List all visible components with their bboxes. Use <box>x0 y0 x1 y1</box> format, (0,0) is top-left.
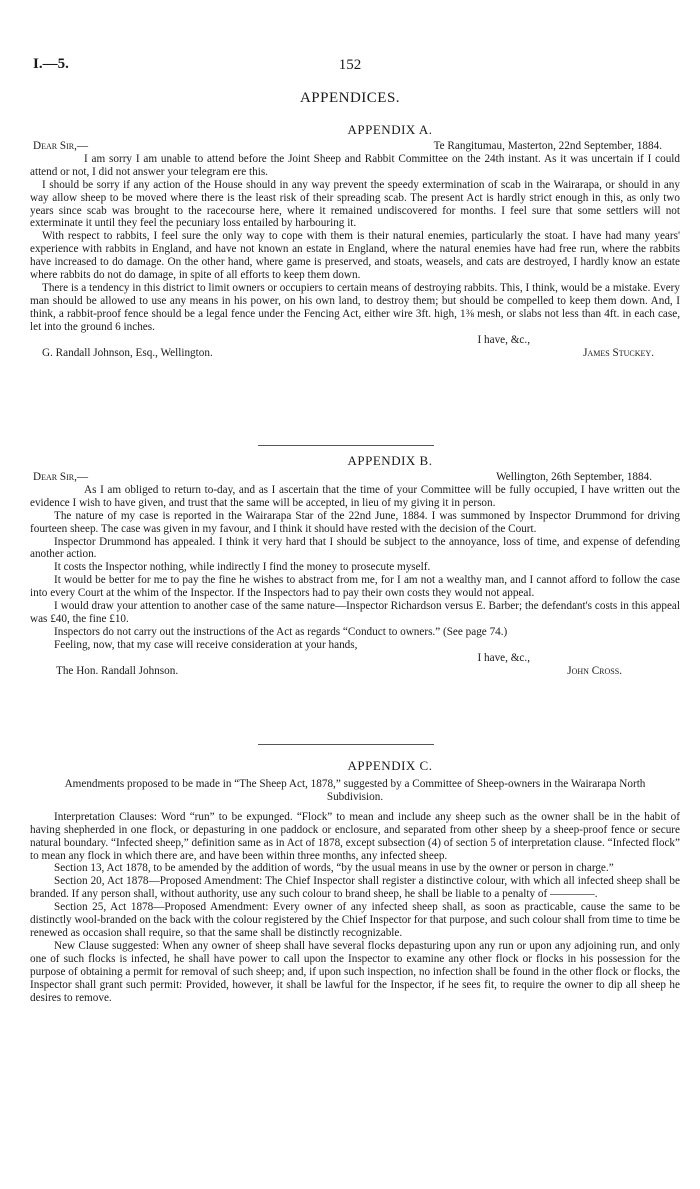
paragraph: Inspectors do not carry out the instructions of the Act as regards “Conduct to owners.” (See page 74.) <box>54 625 508 638</box>
paragraph: As I am obliged to return to-day, and as I ascertain that the time of your Committee will be fully occupied, I have written out the evidence I wish to have given, and trust that the same will be accepted, in lieu of my giving it in person. <box>30 483 680 509</box>
paragraph: Inspector Drummond has appealed. I think it very hard that I should be subject to the annoyance, loss of time, and expense of defending another action. <box>30 535 680 561</box>
paragraph: Feeling, now, that my case will receive consideration at your hands, <box>54 638 358 651</box>
appendix-a-letter <box>30 140 680 359</box>
parliamentary-paper-code: I.—5. <box>33 56 69 72</box>
appendix-c-text <box>30 778 680 1004</box>
appendix-b-letter <box>30 471 680 678</box>
appendix-a <box>60 122 680 138</box>
place-date: Te Rangitumau, Masterton, 22nd September, 1884. <box>433 140 662 152</box>
addressee: The Hon. Randall Johnson. <box>56 664 179 677</box>
divider <box>258 744 434 745</box>
paragraph: It would be better for me to pay the fine he wishes to abstract from me, for I am not a wealthy man, and I cannot afford to follow the case into every Court at the whim of the Inspector. If the Inspectors had to pay their own costs they would not appeal. <box>30 574 680 600</box>
page-title: APPENDICES. <box>299 90 401 106</box>
paragraph: Section 20, Act 1878—Proposed Amendment: The Chief Inspector shall register a distinctive colour, with which all infected sheep shall be branded. If any person shall, without authority, use any such colour to brand sheep, he shall be liable to a penalty of ————. <box>30 875 680 901</box>
paragraph: Section 25, Act 1878—Proposed Amendment: Every owner of any infected sheep shall, as soon as practicable, cause the same to be distinctly wool-branded on the back with the colour registered by the Chief Inspector for that purpose, and such colour shall from time to time be renewed as occasion shall require, so that the same shall be distinctly recognizable. <box>30 901 680 939</box>
closing: I have, &c., <box>477 651 530 664</box>
appendix-a-heading: APPENDIX A. <box>347 122 433 137</box>
signature: John Cross. <box>567 664 622 677</box>
paragraph: I am sorry I am unable to attend before the Joint Sheep and Rabbit Committee on the 24th instant. As it was uncertain if I could attend or not, I did not answer your telegram ere this. <box>30 152 680 178</box>
intro: Amendments proposed to be made in “The Sheep Act, 1878,” suggested by a Committee of Sheep-owners in the Wairarapa North Subdivision. <box>64 778 646 803</box>
salutation: Dear Sir,— <box>33 471 89 483</box>
appendix-b-heading: APPENDIX B. <box>347 453 433 468</box>
paragraph: There is a tendency in this district to limit owners or occupiers to certain means of destroying rabbits. This, I think, would be a mistake. Every man should be allowed to use any means in his power, on his own land, to destroy them; but should be compelled to keep them down. And, I think, a rabbit-proof fence should be a legal fence under the Fencing Act, either wire 3ft. high, 1⅜ mesh, or slabs not less than 4ft. in each case, let into the ground 6 inches. <box>30 281 680 333</box>
divider <box>258 445 434 446</box>
paragraph: I would draw your attention to another case of the same nature—Inspector Richardson versus E. Barber; the defendant's costs in this appeal was £40, the fine £10. <box>30 600 680 625</box>
closing: I have, &c., <box>477 333 530 346</box>
paragraph: With respect to rabbits, I feel sure the only way to cope with them is their natural enemies, particularly the stoat. I have had many years' experience with rabbits in England, and have not known an estate in England, where the natural enemies have had free run, where the rabbits have increased to do damage. On the other hand, where game is preserved, and stoats, weasels, and cats are destroyed, I hardly know an estate where rabbits do not do damage, in spite of all efforts to keep them down. <box>30 230 680 282</box>
appendix-c-heading: APPENDIX C. <box>347 758 433 773</box>
page-number: 152 <box>338 57 362 73</box>
signature: James Stuckey. <box>583 346 654 359</box>
paragraph: The nature of my case is reported in the Wairarapa Star of the 22nd June, 1884. I was summoned by Inspector Drummond for driving fourteen sheep. The case was given in my favour, and I think it should have rested with the decision of the Court. <box>30 509 680 535</box>
paragraph: I should be sorry if any action of the House should in any way prevent the speedy extermination of scab in the Wairarapa, or should in any way allow sheep to be moved where there is the least risk of their spreading scab. The present Act is hardly strict enough in this, as only two years since scab was brought to the racecourse here, where it remained undiscovered for months. I feel sure that some settlers will not exterminate it until they feel the pecuniary loss entailed by harbouring it. <box>30 178 680 230</box>
paragraph: New Clause suggested: When any owner of sheep shall have several flocks depasturing upon any run or upon any adjoining run, and only one of such flocks is infected, he shall have power to call upon the Inspector to examine any other flock or flocks in his possession for the purpose of obtaining a permit for removal of such sheep; and, if upon such inspection, no infection shall be found in the other flock or flocks, the Inspector shall grant such permit: Provided, however, it shall be lawful for the Inspector, if he sees fit, to require the owner to dip all sheep he desires to remove. <box>30 939 680 1004</box>
appendix-b <box>60 453 680 469</box>
appendix-c <box>60 758 680 774</box>
place-date: Wellington, 26th September, 1884. <box>496 471 652 483</box>
salutation: Dear Sir,— <box>33 140 89 152</box>
paragraph: Section 13, Act 1878, to be amended by the addition of words, “by the usual means in use by the owner or person in charge.” <box>54 862 614 875</box>
addressee: G. Randall Johnson, Esq., Wellington. <box>42 346 213 359</box>
paragraph: Interpretation Clauses: Word “run” to be expunged. “Flock” to mean and include any sheep such as the owner shall be in the habit of having shepherded in one flock, or depasturing in one paddock or enclosure, and separated from other sheep by a sheep-proof fence or secure natural boundary. “Infected sheep,” definition same as in Act of 1878, except subsection (4) of section 5 of interpretation clause. “Infected flock” to mean any flock in which there are, and have been within three months, any infected sheep. <box>30 810 680 862</box>
paragraph: It costs the Inspector nothing, while indirectly I find the money to prosecute myself. <box>54 561 431 574</box>
